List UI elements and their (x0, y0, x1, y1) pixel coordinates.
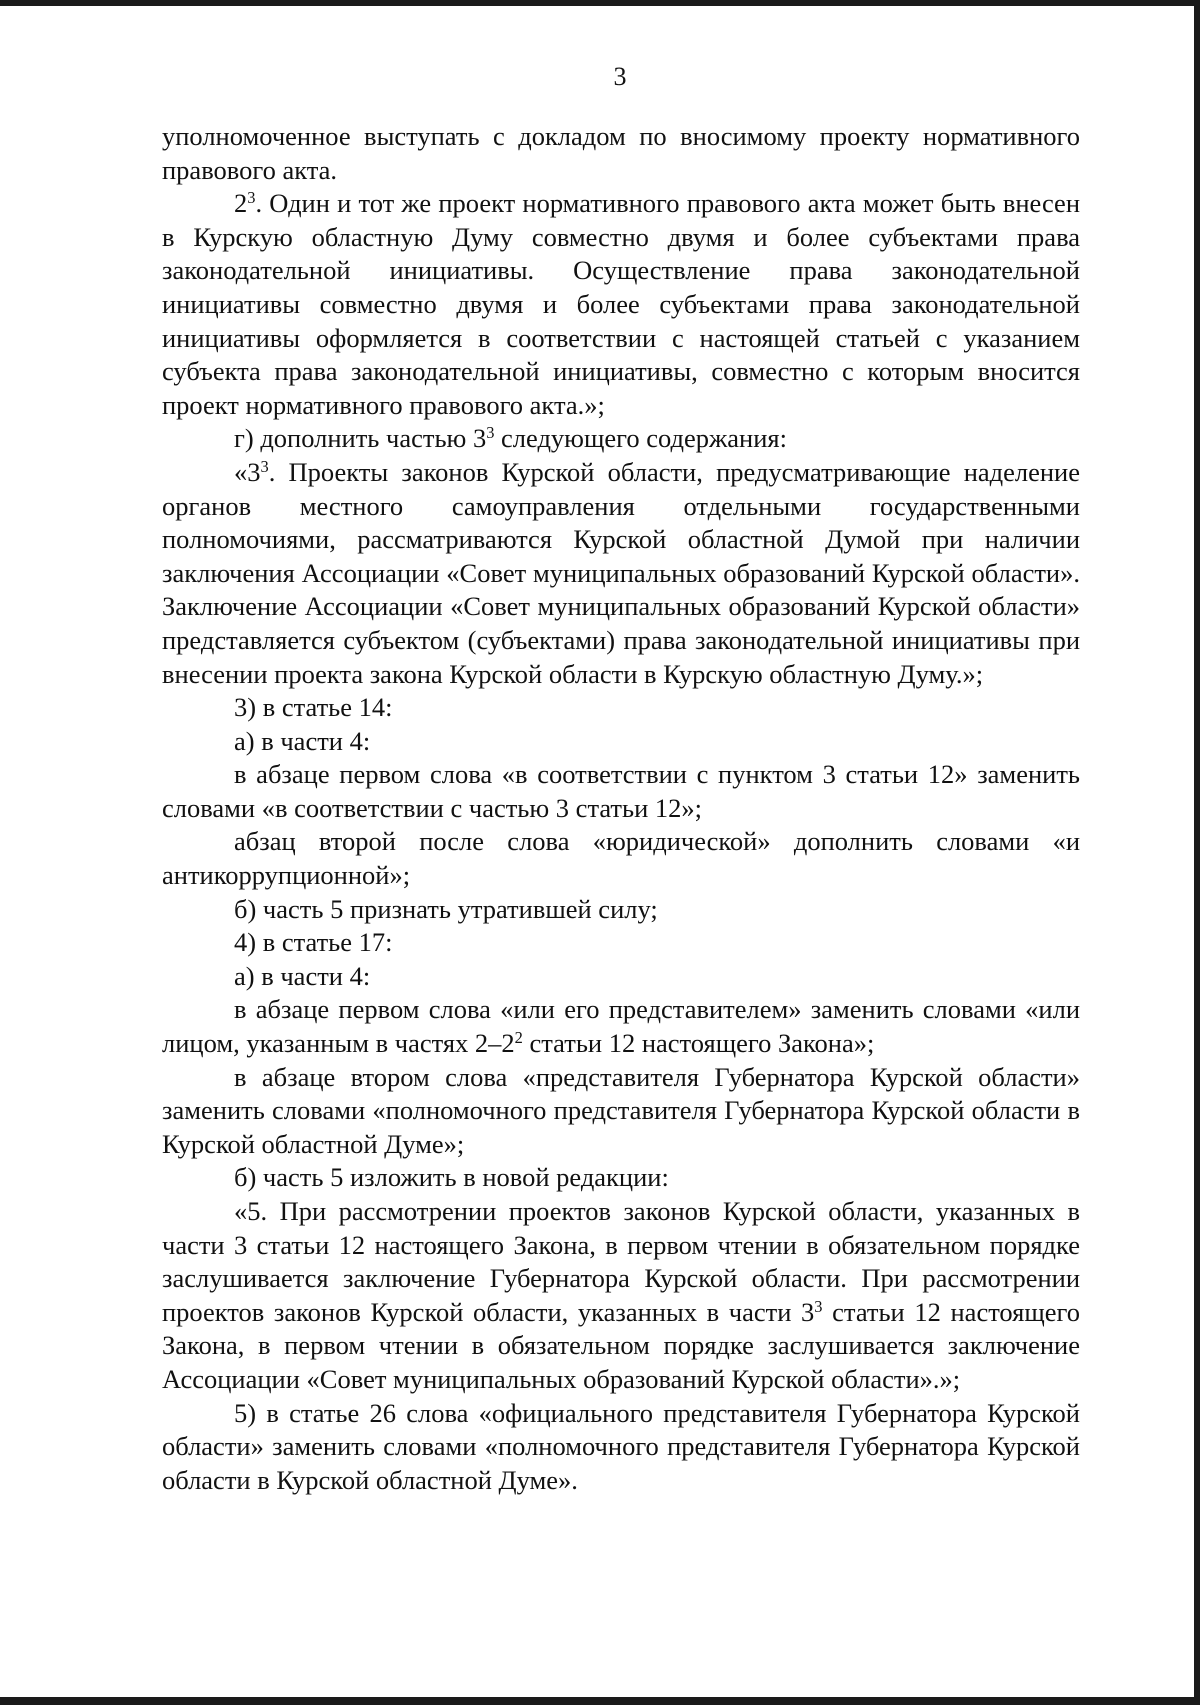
paragraph-16 (162, 1397, 1080, 1498)
paragraph-2-number: 2 (234, 188, 248, 219)
paragraph-7-text: в абзаце первом слова «в соответствии с пунктом 3 статьи 12» заменить словами «в соответствии с частью 3 статьи 12»; (162, 759, 1080, 823)
paragraph-15-superscript: 3 (814, 1296, 823, 1316)
paragraph-8-text: абзац второй после слова «юридической» дополнить словами «и антикоррупционной»; (162, 826, 1080, 891)
paragraph-7 (162, 758, 1080, 825)
paragraph-4-text: . Проекты законов Курской области, предусматривающие наделение органов местного самоуправления отдельными государственными полномочиями, рассматриваются Курской областной Думой при наличии заключения Ассоциации «Совет муниципальных образований Курской области». Заключение Ассоциации «Совет муниципальных образований Курской области» представляется субъектом (субъектами) права законодательной инициативы при внесении проекта закона Курской области в Курскую областную Думу.»; (162, 456, 1080, 689)
scan-edge-bottom (0, 1697, 1200, 1705)
paragraph-15-text-end: статьи 12 настоящего Закона, в первом чтении в обязательном порядке заслушивается заключение Ассоциации «Совет муниципальных образований Курской области».»; (162, 1296, 1080, 1394)
paragraph-6-text: а) в части 4: (234, 725, 371, 756)
paragraph-2-superscript: 3 (247, 188, 256, 208)
paragraph-2 (162, 187, 1080, 422)
paragraph-11 (162, 960, 1080, 994)
paragraph-4-number: «3 (234, 456, 261, 487)
paragraph-14 (162, 1161, 1080, 1195)
paragraph-10-text: 4) в статье 17: (234, 927, 393, 958)
paragraph-15 (162, 1195, 1080, 1397)
paragraph-4-superscript: 3 (260, 456, 269, 476)
paragraph-13 (162, 1061, 1080, 1162)
paragraph-12-superscript: 2 (514, 1028, 523, 1047)
paragraph-12-text-end: статьи 12 настоящего Закона»; (522, 1028, 875, 1059)
paragraph-3-text-start: г) дополнить частью 3 (234, 423, 487, 454)
paragraph-1 (162, 120, 1080, 187)
paragraph-3 (162, 422, 1080, 456)
paragraph-3-superscript: 3 (486, 423, 495, 443)
paragraph-16-text: 5) в статье 26 слова «официального представителя Губернатора Курской области» заменить словами «полномочного представителя Губернатора Курской области в Курской областной Думе». (162, 1397, 1080, 1495)
scan-edge-right (1194, 0, 1200, 1705)
scan-edge-top (0, 0, 1200, 6)
paragraph-8 (162, 825, 1080, 892)
paragraph-9-text: б) часть 5 признать утратившей силу; (234, 893, 658, 924)
paragraph-9 (162, 893, 1080, 927)
paragraph-2-text: . Один и тот же проект нормативного правового акта может быть внесен в Курскую областную Думу совместно двумя и более субъектами права законодательной инициативы. Осуществление права законодательной инициативы совместно двумя и более субъектами права законодательной инициативы оформляется в соответствии с настоящей статьей с указанием субъекта права законодательной инициативы, совместно с которым вносится проект нормативного правового акта.»; (162, 188, 1080, 420)
paragraph-4 (162, 456, 1080, 691)
paragraph-15-text-start: «5. При рассмотрении проектов законов Курской области, указанных в части 3 статьи 12 настоящего Закона, в первом чтении в обязательном порядке заслушивается заключение Губернатора Курской области. При рассмотрении проектов законов Курской области, указанных в части 3 (162, 1196, 1080, 1327)
paragraph-13-text: в абзаце втором слова «представителя Губернатора Курской области» заменить словами «полномочного представителя Губернатора Курской области в Курской областной Думе»; (162, 1061, 1080, 1159)
page-number: 3 (613, 62, 627, 91)
paragraph-14-text: б) часть 5 изложить в новой редакции: (234, 1162, 669, 1193)
paragraph-5-text: 3) в статье 14: (234, 692, 393, 723)
paragraph-11-text: а) в части 4: (234, 960, 371, 991)
paragraph-3-text-end: следующего содержания: (494, 423, 787, 454)
paragraph-12-text-start: в абзаце первом слова «или его представителем» заменить словами «или лицом, указанным в частях 2–2 (162, 994, 1080, 1059)
paragraph-12 (162, 993, 1080, 1060)
paragraph-5 (162, 691, 1080, 725)
paragraph-1-text: уполномоченное выступать с докладом по вносимому проекту нормативного правового акта. (162, 121, 1080, 185)
paragraph-10 (162, 926, 1080, 960)
paragraph-6 (162, 725, 1080, 759)
document-body (162, 120, 1080, 1497)
